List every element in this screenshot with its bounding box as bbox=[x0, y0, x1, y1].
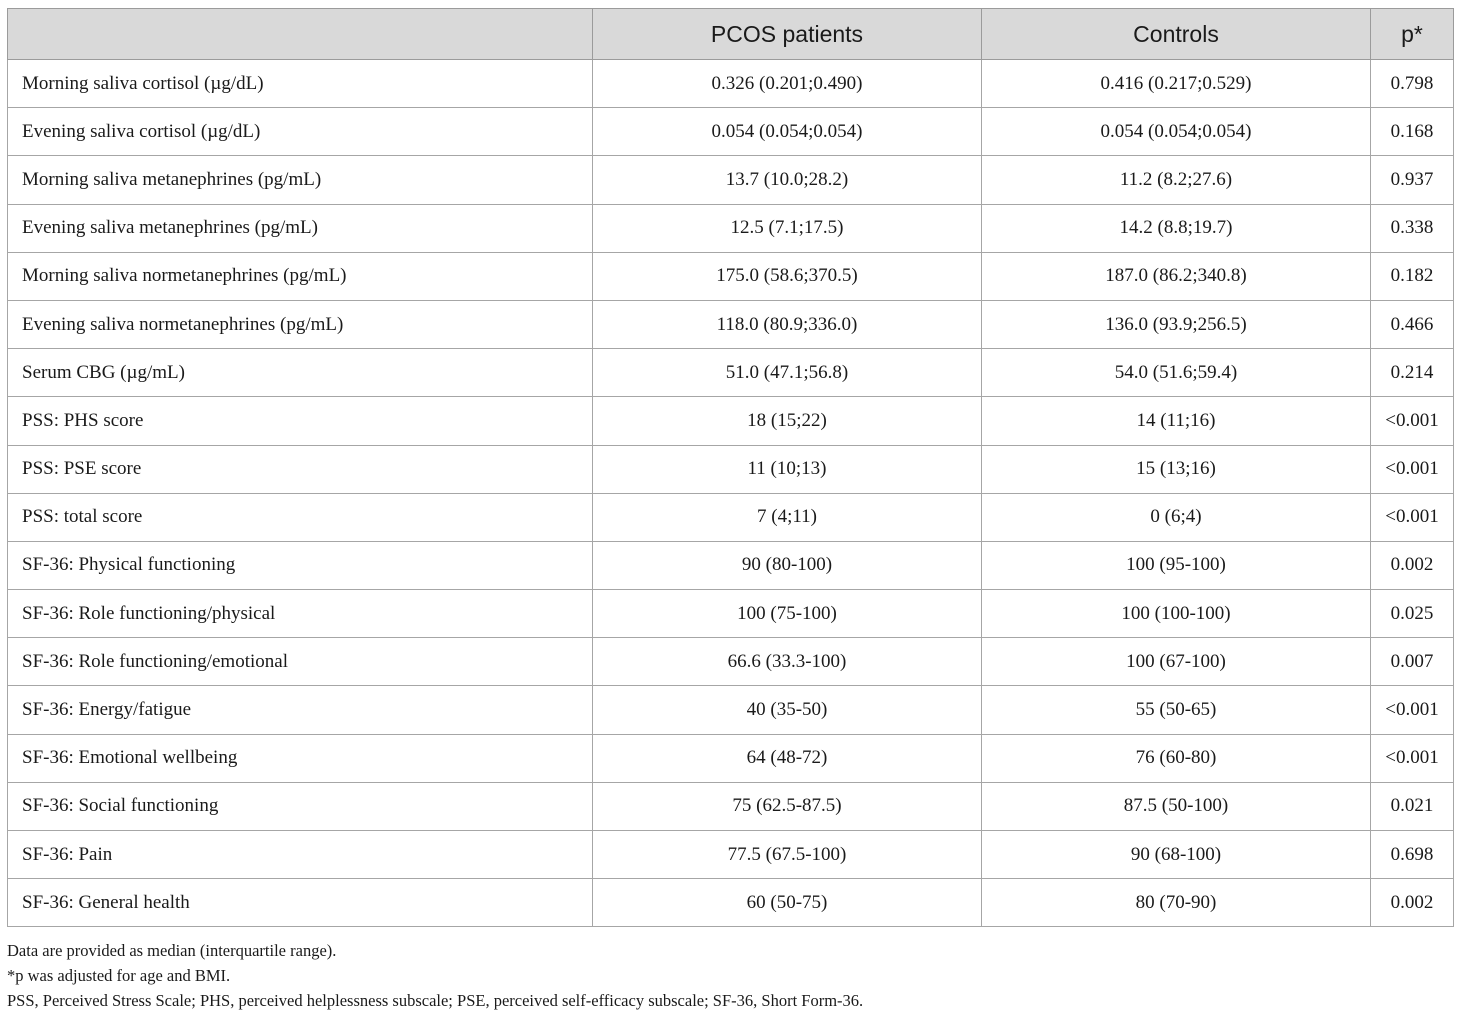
row-label: Evening saliva cortisol (µg/dL) bbox=[8, 108, 593, 156]
table-row bbox=[8, 638, 1454, 686]
p-value: <0.001 bbox=[1371, 397, 1454, 445]
row-label: PSS: PHS score bbox=[8, 397, 593, 445]
p-value: 0.002 bbox=[1371, 541, 1454, 589]
controls-value: 136.0 (93.9;256.5) bbox=[982, 300, 1371, 348]
row-label: SF-36: Role functioning/physical bbox=[8, 590, 593, 638]
table-row bbox=[8, 252, 1454, 300]
row-label: SF-36: Physical functioning bbox=[8, 541, 593, 589]
footnote-abbreviations: PSS, Perceived Stress Scale; PHS, perceived helplessness subscale; PSE, perceived self-efficacy subscale; SF-36, Short Form-36. bbox=[7, 991, 864, 1010]
row-label: SF-36: Social functioning bbox=[8, 782, 593, 830]
row-label: Evening saliva metanephrines (pg/mL) bbox=[8, 204, 593, 252]
results-table bbox=[7, 8, 1454, 927]
table-footnotes bbox=[7, 938, 863, 1013]
p-value: 0.466 bbox=[1371, 300, 1454, 348]
table-row bbox=[8, 734, 1454, 782]
pcos-value: 7 (4;11) bbox=[593, 493, 982, 541]
controls-value: 100 (100-100) bbox=[982, 590, 1371, 638]
pcos-value: 118.0 (80.9;336.0) bbox=[593, 300, 982, 348]
p-value: 0.021 bbox=[1371, 782, 1454, 830]
header-controls: Controls bbox=[982, 9, 1371, 60]
controls-value: 54.0 (51.6;59.4) bbox=[982, 349, 1371, 397]
pcos-value: 40 (35-50) bbox=[593, 686, 982, 734]
controls-value: 87.5 (50-100) bbox=[982, 782, 1371, 830]
p-value: 0.214 bbox=[1371, 349, 1454, 397]
p-value: 0.338 bbox=[1371, 204, 1454, 252]
pcos-value: 51.0 (47.1;56.8) bbox=[593, 349, 982, 397]
controls-value: 55 (50-65) bbox=[982, 686, 1371, 734]
p-value: 0.182 bbox=[1371, 252, 1454, 300]
pcos-value: 12.5 (7.1;17.5) bbox=[593, 204, 982, 252]
pcos-value: 18 (15;22) bbox=[593, 397, 982, 445]
pcos-value: 64 (48-72) bbox=[593, 734, 982, 782]
header-pcos-patients: PCOS patients bbox=[593, 9, 982, 60]
row-label: SF-36: General health bbox=[8, 879, 593, 927]
p-value: 0.002 bbox=[1371, 879, 1454, 927]
controls-value: 0.054 (0.054;0.054) bbox=[982, 108, 1371, 156]
controls-value: 15 (13;16) bbox=[982, 445, 1371, 493]
pcos-value: 100 (75-100) bbox=[593, 590, 982, 638]
controls-value: 0.416 (0.217;0.529) bbox=[982, 60, 1371, 108]
row-label: SF-36: Emotional wellbeing bbox=[8, 734, 593, 782]
p-value: <0.001 bbox=[1371, 686, 1454, 734]
p-value: 0.007 bbox=[1371, 638, 1454, 686]
pcos-value: 13.7 (10.0;28.2) bbox=[593, 156, 982, 204]
p-value: 0.025 bbox=[1371, 590, 1454, 638]
row-label: Morning saliva metanephrines (pg/mL) bbox=[8, 156, 593, 204]
controls-value: 76 (60-80) bbox=[982, 734, 1371, 782]
row-label: Evening saliva normetanephrines (pg/mL) bbox=[8, 300, 593, 348]
header-p-value: p* bbox=[1371, 9, 1454, 60]
row-label: SF-36: Energy/fatigue bbox=[8, 686, 593, 734]
controls-value: 14 (11;16) bbox=[982, 397, 1371, 445]
pcos-value: 75 (62.5-87.5) bbox=[593, 782, 982, 830]
row-label: PSS: total score bbox=[8, 493, 593, 541]
controls-value: 100 (67-100) bbox=[982, 638, 1371, 686]
header-variable bbox=[8, 9, 593, 60]
pcos-value: 66.6 (33.3-100) bbox=[593, 638, 982, 686]
controls-value: 80 (70-90) bbox=[982, 879, 1371, 927]
row-label: Morning saliva cortisol (µg/dL) bbox=[8, 60, 593, 108]
p-value: 0.937 bbox=[1371, 156, 1454, 204]
table-row bbox=[8, 782, 1454, 830]
pcos-value: 0.054 (0.054;0.054) bbox=[593, 108, 982, 156]
table-row bbox=[8, 831, 1454, 879]
pcos-value: 11 (10;13) bbox=[593, 445, 982, 493]
table-row bbox=[8, 541, 1454, 589]
table-row bbox=[8, 300, 1454, 348]
footnote-p-adjustment: *p was adjusted for age and BMI. bbox=[7, 966, 231, 985]
row-label: Serum CBG (µg/mL) bbox=[8, 349, 593, 397]
p-value: 0.698 bbox=[1371, 831, 1454, 879]
p-value: <0.001 bbox=[1371, 734, 1454, 782]
row-label: SF-36: Role functioning/emotional bbox=[8, 638, 593, 686]
pcos-value: 60 (50-75) bbox=[593, 879, 982, 927]
p-value: <0.001 bbox=[1371, 493, 1454, 541]
table-row bbox=[8, 60, 1454, 108]
controls-value: 100 (95-100) bbox=[982, 541, 1371, 589]
p-value: <0.001 bbox=[1371, 445, 1454, 493]
pcos-value: 175.0 (58.6;370.5) bbox=[593, 252, 982, 300]
table-row bbox=[8, 156, 1454, 204]
controls-value: 187.0 (86.2;340.8) bbox=[982, 252, 1371, 300]
p-value: 0.168 bbox=[1371, 108, 1454, 156]
table-row bbox=[8, 397, 1454, 445]
row-label: SF-36: Pain bbox=[8, 831, 593, 879]
table-row bbox=[8, 686, 1454, 734]
table-row bbox=[8, 445, 1454, 493]
controls-value: 90 (68-100) bbox=[982, 831, 1371, 879]
pcos-value: 77.5 (67.5-100) bbox=[593, 831, 982, 879]
data-table-container bbox=[7, 8, 1453, 927]
pcos-value: 90 (80-100) bbox=[593, 541, 982, 589]
table-row bbox=[8, 108, 1454, 156]
row-label: Morning saliva normetanephrines (pg/mL) bbox=[8, 252, 593, 300]
row-label: PSS: PSE score bbox=[8, 445, 593, 493]
table-header-row bbox=[8, 9, 1454, 60]
controls-value: 11.2 (8.2;27.6) bbox=[982, 156, 1371, 204]
table-row bbox=[8, 879, 1454, 927]
p-value: 0.798 bbox=[1371, 60, 1454, 108]
table-row bbox=[8, 590, 1454, 638]
controls-value: 14.2 (8.8;19.7) bbox=[982, 204, 1371, 252]
table-row bbox=[8, 349, 1454, 397]
controls-value: 0 (6;4) bbox=[982, 493, 1371, 541]
table-row bbox=[8, 204, 1454, 252]
table-row bbox=[8, 493, 1454, 541]
footnote-data-format: Data are provided as median (interquartile range). bbox=[7, 941, 337, 960]
pcos-value: 0.326 (0.201;0.490) bbox=[593, 60, 982, 108]
